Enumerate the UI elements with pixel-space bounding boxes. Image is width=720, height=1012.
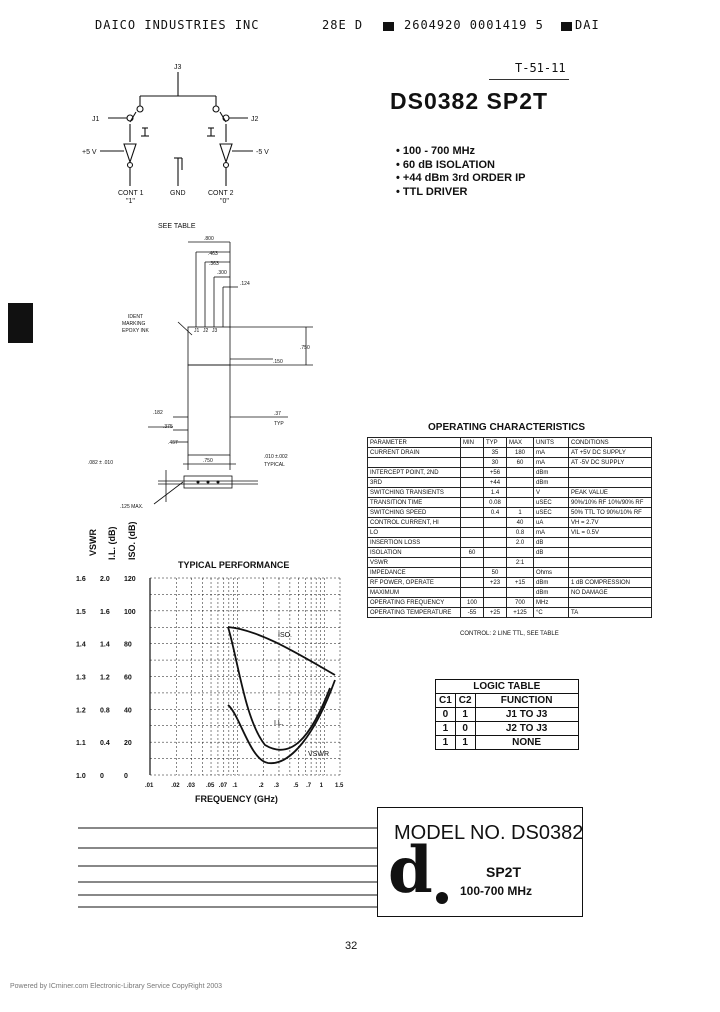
table-cell: LO <box>368 528 461 538</box>
feature-item: • TTL DRIVER <box>396 185 468 198</box>
table-cell: SWITCHING TRANSIENTS <box>368 488 461 498</box>
footer-watermark: Powered by ICminer.com Electronic-Library Service CopyRight 2003 <box>10 983 223 990</box>
x-tick-label: .03 <box>186 783 196 789</box>
logic-cell: 0 <box>436 708 456 722</box>
y-tick-label: 2.0 <box>100 576 110 583</box>
table-cell: VSWR <box>368 558 461 568</box>
table-cell: OPERATING TEMPERATURE <box>368 608 461 618</box>
y-tick-label: 1.2 <box>76 707 86 715</box>
x-tick-label: .3 <box>273 783 279 789</box>
y-tick-label: 1.4 <box>76 641 86 649</box>
schematic-cont2-sub: "0" <box>220 198 229 205</box>
doc-code-3: DAI <box>575 18 600 32</box>
dim-label: .750 <box>300 345 310 351</box>
x-tick-label: .2 <box>258 783 264 789</box>
product-title: DS0382 SP2T <box>390 88 549 114</box>
schematic-see-table: SEE TABLE <box>158 223 196 230</box>
feature-item: • 60 dB ISOLATION <box>396 158 495 171</box>
table-cell <box>461 568 484 578</box>
table-cell: 50% TTL TO 90%/10% RF <box>569 508 652 518</box>
table-cell: uSEC <box>534 508 569 518</box>
table-header-row <box>368 438 652 448</box>
schematic-cont1-sub: "1" <box>126 198 135 205</box>
operating-table-wrap <box>367 437 652 618</box>
table-row <box>368 518 652 528</box>
y-tick-label: 1.3 <box>76 674 86 682</box>
x-tick-label: .1 <box>232 783 238 789</box>
table-cell <box>461 538 484 548</box>
table-cell: AT -5V DC SUPPLY <box>569 458 652 468</box>
logic-cell: J1 TO J3 <box>475 708 578 722</box>
table-row <box>368 598 652 608</box>
table-cell: AT +5V DC SUPPLY <box>569 448 652 458</box>
operating-characteristics-table <box>367 437 652 618</box>
table-cell: mA <box>534 458 569 468</box>
table-cell <box>461 578 484 588</box>
handwritten-ref: T-51-11 <box>515 61 566 75</box>
x-tick-label: .7 <box>306 783 312 789</box>
table-row <box>368 578 652 588</box>
table-cell: ISOLATION <box>368 548 461 558</box>
y-tick-label: 1.2 <box>100 674 110 682</box>
logic-table <box>435 679 579 750</box>
curve-label-iso: ISO. <box>278 632 293 639</box>
table-cell: dBm <box>534 578 569 588</box>
table-cell <box>534 558 569 568</box>
table-cell <box>484 528 507 538</box>
graph-ylabel-il: I.L. (dB) <box>107 526 117 560</box>
y-tick-label: 1.0 <box>76 773 86 780</box>
table-cell <box>461 488 484 498</box>
dim-label: .37 <box>274 411 281 417</box>
table-row <box>368 588 652 598</box>
table-cell <box>461 468 484 478</box>
dim-label: TYP <box>274 421 284 427</box>
y-tick-label: 1.6 <box>100 608 110 616</box>
y-tick-label: 0 <box>100 773 104 780</box>
table-header-cell: PARAMETER <box>368 438 461 448</box>
table-cell: 0.4 <box>484 508 507 518</box>
table-cell: +23 <box>484 578 507 588</box>
table-cell: 60 <box>507 458 534 468</box>
dim-label: .124 <box>240 281 250 287</box>
table-row <box>436 736 579 750</box>
model-box <box>377 807 583 917</box>
table-cell: INTERCEPT POINT, 2ND <box>368 468 461 478</box>
doc-code-2: 2604920 0001419 5 <box>404 18 544 32</box>
y-tick-label: 80 <box>124 641 132 649</box>
table-cell <box>461 498 484 508</box>
table-cell <box>461 448 484 458</box>
logic-cell: 1 <box>436 736 456 750</box>
y-tick-label: 120 <box>124 576 136 583</box>
table-cell: uA <box>534 518 569 528</box>
graph-ylabel-iso: ISO. (dB) <box>127 521 137 560</box>
operating-title: OPERATING CHARACTERISTICS <box>428 422 586 433</box>
table-cell <box>569 568 652 578</box>
table-row <box>436 708 579 722</box>
table-cell: mA <box>534 448 569 458</box>
table-cell: 2.0 <box>507 538 534 548</box>
table-cell: 1.4 <box>484 488 507 498</box>
x-tick-label: .02 <box>171 783 180 789</box>
feature-item: • +44 dBm 3rd ORDER IP <box>396 172 526 184</box>
margin-scan-mark <box>8 303 33 343</box>
table-cell: OPERATING FREQUENCY <box>368 598 461 608</box>
dim-label: .010 ±.002 <box>264 454 288 460</box>
table-cell: 100 <box>461 598 484 608</box>
table-cell: 40 <box>507 518 534 528</box>
table-cell <box>569 538 652 548</box>
dim-label: TYPICAL <box>264 462 285 468</box>
table-cell <box>507 498 534 508</box>
doc-code-1: 28E D <box>322 18 364 32</box>
logic-cell: 1 <box>455 708 475 722</box>
table-cell <box>569 598 652 608</box>
table-cell: IMPEDANCE <box>368 568 461 578</box>
table-header-cell: TYP <box>484 438 507 448</box>
dim-label: .375 <box>163 424 173 430</box>
table-cell: 0.08 <box>484 498 507 508</box>
table-cell: 3RD <box>368 478 461 488</box>
table-cell: 90%/10% RF 10%/90% RF <box>569 498 652 508</box>
schematic-j2-label: J2 <box>251 116 259 123</box>
pin-label: J1 <box>194 328 200 334</box>
model-number: MODEL NO. DS0382 <box>394 822 584 844</box>
table-cell: PEAK VALUE <box>569 488 652 498</box>
ident-text: MARKING <box>122 321 146 327</box>
operating-footnote: CONTROL: 2 LINE TTL, SEE TABLE <box>460 631 559 637</box>
table-cell <box>484 518 507 528</box>
table-cell <box>484 538 507 548</box>
table-cell <box>507 488 534 498</box>
table-row <box>368 448 652 458</box>
table-cell: 30 <box>484 458 507 468</box>
table-header-cell: UNITS <box>534 438 569 448</box>
table-row <box>368 468 652 478</box>
y-tick-label: 1.1 <box>76 740 86 748</box>
dim-label: .800 <box>204 236 214 242</box>
x-tick-label: .07 <box>218 783 228 789</box>
logo-dot <box>436 892 448 904</box>
logic-table-title: LOGIC TABLE <box>436 680 579 694</box>
table-cell: 180 <box>507 448 534 458</box>
feature-item: • 100 - 700 MHz <box>396 145 476 157</box>
table-cell <box>484 548 507 558</box>
table-cell <box>461 558 484 568</box>
table-cell: 50 <box>484 568 507 578</box>
schematic-j3-label: J3 <box>174 64 182 71</box>
table-cell: Ohms <box>534 568 569 578</box>
graph-title: TYPICAL PERFORMANCE <box>178 560 290 570</box>
schematic-j1-label: J1 <box>92 116 100 123</box>
table-cell: TA <box>569 608 652 618</box>
logic-header: C1 <box>436 694 456 708</box>
table-cell: -55 <box>461 608 484 618</box>
schematic-plus5v-label: +5 V <box>82 149 97 156</box>
table-cell <box>569 548 652 558</box>
table-cell <box>507 588 534 598</box>
logic-header: C2 <box>455 694 475 708</box>
dim-label: .125 MAX. <box>120 504 144 510</box>
dim-label: .150 <box>273 359 283 365</box>
switch-schematic <box>78 58 288 233</box>
table-cell: uSEC <box>534 498 569 508</box>
dim-label: .082 ± .010 <box>88 460 113 466</box>
table-row <box>368 548 652 558</box>
table-cell <box>569 468 652 478</box>
table-cell <box>507 468 534 478</box>
table-row <box>368 478 652 488</box>
table-cell: dBm <box>534 588 569 598</box>
table-row <box>436 722 579 736</box>
table-cell: 0.8 <box>507 528 534 538</box>
table-cell <box>461 528 484 538</box>
decorative-rules <box>78 820 383 930</box>
y-tick-label: 1.6 <box>76 576 86 583</box>
schematic-cont1-label: CONT 1 <box>118 190 144 197</box>
table-cell <box>507 568 534 578</box>
header-block-mark <box>383 22 394 31</box>
table-cell <box>484 558 507 568</box>
table-header-cell: CONDITIONS <box>569 438 652 448</box>
table-row <box>368 528 652 538</box>
table-cell: °C <box>534 608 569 618</box>
table-cell: mA <box>534 528 569 538</box>
table-cell: dB <box>534 538 569 548</box>
table-header-cell: MAX <box>507 438 534 448</box>
package-outline-drawing <box>88 232 328 517</box>
logic-cell: 1 <box>436 722 456 736</box>
pin-label: J2 <box>203 328 209 334</box>
schematic-minus5v-label: -5 V <box>256 149 269 156</box>
graph-xlabel: FREQUENCY (GHz) <box>195 794 278 804</box>
logic-header: FUNCTION <box>475 694 578 708</box>
table-cell <box>484 588 507 598</box>
table-row <box>368 488 652 498</box>
table-cell: +25 <box>484 608 507 618</box>
table-row <box>368 538 652 548</box>
logic-cell: 1 <box>455 736 475 750</box>
table-cell: +15 <box>507 578 534 588</box>
table-row <box>368 568 652 578</box>
table-cell: NO DAMAGE <box>569 588 652 598</box>
y-tick-label: 0 <box>124 773 128 780</box>
ident-text: EPOXY INK <box>122 328 149 334</box>
y-tick-label: 1.4 <box>100 641 110 649</box>
table-cell <box>461 518 484 528</box>
graph-ylabel-vswr: VSWR <box>88 529 98 556</box>
ref-underline <box>489 79 569 80</box>
table-cell: 35 <box>484 448 507 458</box>
x-tick-label: 1 <box>319 783 323 789</box>
schematic-cont2-label: CONT 2 <box>208 190 234 197</box>
header-block-mark-2 <box>561 22 572 31</box>
schematic-gnd-label: GND <box>170 190 186 197</box>
table-row <box>368 508 652 518</box>
y-tick-label: 20 <box>124 740 132 748</box>
table-cell: RF POWER, OPERATE <box>368 578 461 588</box>
curve-label-il: I.L. <box>274 720 284 727</box>
x-tick-label: .5 <box>293 783 299 789</box>
table-cell <box>368 458 461 468</box>
dim-label: .750 <box>203 458 213 464</box>
table-cell: 1 dB COMPRESSION <box>569 578 652 588</box>
model-type: SP2T <box>486 864 522 880</box>
feature-list <box>396 145 525 199</box>
table-row <box>368 558 652 568</box>
curve-label-vswr: VSWR <box>308 751 329 758</box>
table-cell: +125 <box>507 608 534 618</box>
table-cell <box>569 478 652 488</box>
table-cell: V <box>534 488 569 498</box>
table-cell: dBm <box>534 478 569 488</box>
y-tick-label: 1.5 <box>76 608 86 616</box>
table-row <box>368 608 652 618</box>
dim-label: .463 <box>208 251 218 257</box>
y-tick-label: 0.4 <box>100 740 110 748</box>
typical-performance-graph <box>60 520 350 810</box>
logic-table-wrap <box>435 679 579 750</box>
table-cell: VH = 2.7V <box>569 518 652 528</box>
model-range: 100-700 MHz <box>460 884 533 898</box>
table-cell: 1 <box>507 508 534 518</box>
logic-cell: NONE <box>475 736 578 750</box>
table-cell <box>569 558 652 568</box>
table-cell: MAXIMUM <box>368 588 461 598</box>
table-cell: MHz <box>534 598 569 608</box>
y-tick-label: 0.8 <box>100 707 110 715</box>
table-cell <box>461 478 484 488</box>
logic-cell: 0 <box>455 722 475 736</box>
x-tick-label: .01 <box>145 783 154 789</box>
daico-logo: d <box>388 833 433 908</box>
table-cell: VIL = 0.5V <box>569 528 652 538</box>
y-tick-label: 60 <box>124 674 132 682</box>
table-cell <box>461 588 484 598</box>
table-cell: 60 <box>461 548 484 558</box>
company-name: DAICO INDUSTRIES INC <box>95 18 260 32</box>
table-cell: TRANSITION TIME <box>368 498 461 508</box>
table-row <box>368 458 652 468</box>
ident-text: IDENT <box>128 314 143 320</box>
x-tick-label: 1.5 <box>335 783 344 789</box>
dim-label: .467 <box>168 440 178 446</box>
table-cell: CURRENT DRAIN <box>368 448 461 458</box>
table-cell: CONTROL CURRENT, HI <box>368 518 461 528</box>
table-cell <box>461 508 484 518</box>
table-cell: dBm <box>534 468 569 478</box>
y-tick-label: 100 <box>124 608 136 616</box>
table-cell: +56 <box>484 468 507 478</box>
table-cell: dB <box>534 548 569 558</box>
pin-label: J3 <box>212 328 218 334</box>
page-number: 32 <box>345 940 358 952</box>
table-header-cell: MIN <box>461 438 484 448</box>
table-cell: SWITCHING SPEED <box>368 508 461 518</box>
dim-label: .363 <box>209 261 219 267</box>
table-cell: INSERTION LOSS <box>368 538 461 548</box>
table-cell <box>507 478 534 488</box>
y-tick-label: 40 <box>124 707 132 715</box>
table-cell <box>484 598 507 608</box>
table-cell: 700 <box>507 598 534 608</box>
table-cell: 2:1 <box>507 558 534 568</box>
table-cell <box>461 458 484 468</box>
dim-label: .300 <box>217 270 227 276</box>
dim-label: .182 <box>153 410 163 416</box>
table-row <box>368 498 652 508</box>
table-cell <box>507 548 534 558</box>
logic-cell: J2 TO J3 <box>475 722 578 736</box>
x-tick-label: .05 <box>206 783 215 789</box>
table-cell: +44 <box>484 478 507 488</box>
